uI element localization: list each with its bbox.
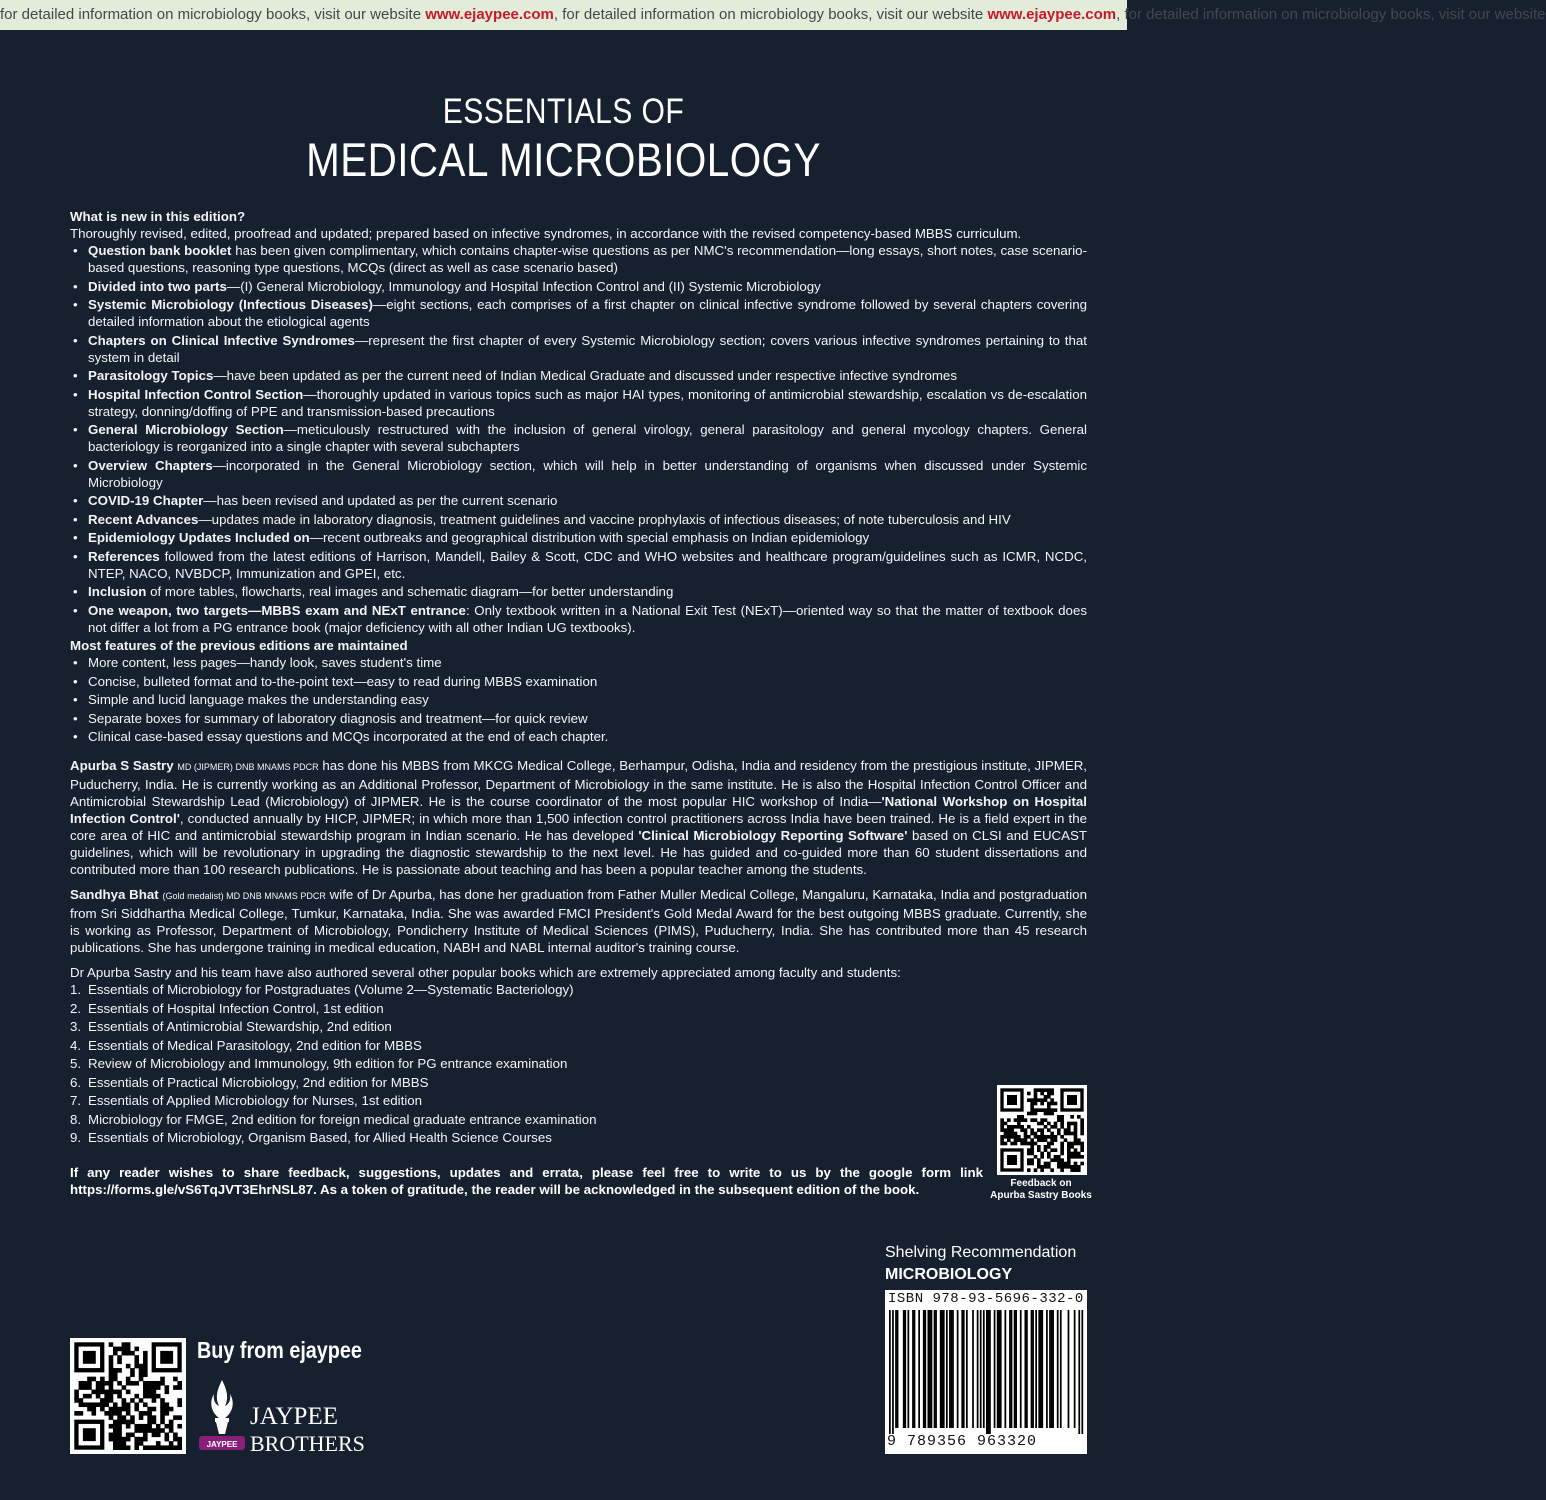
new-feature-item: • Divided into two parts—(I) General Microbiology, Immunology and Hospital Infection Control and (II) Systemic Microbiology: [70, 278, 1087, 295]
new-feature-item: • Recent Advances—updates made in laboratory diagnosis, treatment guidelines and vaccine prophylaxis of infectious diseases; of note tuberculosis and HIV: [70, 511, 1087, 528]
publisher-name-line2: BROTHERS: [250, 1431, 365, 1456]
previous-feature-item: • Concise, bulleted format and to-the-point text—easy to read during MBBS examination: [70, 673, 1087, 690]
new-feature-item: • Inclusion of more tables, flowcharts, real images and schematic diagram—for better understanding: [70, 583, 1087, 600]
new-edition-heading: What is new in this edition?: [70, 209, 246, 224]
other-books-intro: Dr Apurba Sastry and his team have also authored several other popular books which are extremely appreciated among faculty and students:: [70, 965, 901, 980]
book-item: 4. Essentials of Medical Parasitology, 2nd edition for MBBS: [70, 1037, 422, 1053]
book-item: 6. Essentials of Practical Microbiology, 2nd edition for MBBS: [70, 1074, 429, 1090]
barcode-number: 9 789356 963320: [887, 1433, 1038, 1450]
new-feature-item: • Hospital Infection Control Section—thoroughly updated in various topics such as major HAI types, monitoring of antimicrobial stewardship, escalation vs de-escalation strategy, donning/doffing of PPE and transmission-based precautions: [70, 386, 1087, 420]
buy-qr-code[interactable]: [70, 1338, 186, 1454]
isbn-text: ISBN 978-93-5696-332-0: [888, 1291, 1084, 1307]
buy-label: Buy from ejaypee: [197, 1337, 362, 1363]
feedback-qr-code[interactable]: [997, 1085, 1087, 1175]
book-title-line2: MEDICAL MICROBIOLOGY: [306, 133, 821, 186]
author-credentials: (Gold medalist) MD DNB MNAMS PDCR: [162, 891, 326, 901]
website-link-2[interactable]: www.ejaypee.com: [987, 6, 1117, 23]
book-item: 1. Essentials of Microbiology for Postgraduates (Volume 2—Systematic Bacteriology): [70, 982, 574, 997]
feedback-qr-caption: Feedback on Apurba Sastry Books: [990, 1178, 1092, 1201]
shelving-value: MICROBIOLOGY: [885, 1266, 1013, 1283]
new-feature-item: • Parasitology Topics—have been updated as per the current need of Indian Medical Graduate and discussed under respective infective syndromes: [70, 367, 1087, 384]
website-link[interactable]: www.ejaypee.com: [425, 6, 554, 23]
previous-feature-item: • More content, less pages—handy look, saves student's time: [70, 654, 1087, 671]
jaypee-badge-text: JAYPEE: [206, 1440, 238, 1449]
banner-text-1: for detailed information on microbiology books, visit our website www.ejaypee.com,: [0, 6, 563, 23]
new-edition-intro: Thoroughly revised, edited, proofread and updated; prepared based on infective syndromes, in accordance with the revised competency-based MBBS curriculum.: [70, 226, 1022, 241]
new-feature-item: • Chapters on Clinical Infective Syndromes—represent the first chapter of every Systemic Microbiology section; covers various infective syndromes pertaining to that system in detail: [70, 332, 1087, 366]
new-feature-item: • Epidemiology Updates Included on—recent outbreaks and geographical distribution with special emphasis on Indian epidemiology: [70, 529, 1087, 546]
author-name: Sandhya Bhat: [70, 887, 159, 902]
book-item: 2. Essentials of Hospital Infection Control, 1st edition: [70, 1000, 384, 1016]
previous-features-heading: Most features of the previous editions are maintained: [70, 638, 408, 653]
author-credentials: MD (JIPMER) DNB MNAMS PDCR: [177, 762, 319, 772]
new-feature-item: • Overview Chapters—incorporated in the General Microbiology section, which will help in better understanding of organisms when discussed under Systemic Microbiology: [70, 457, 1087, 491]
new-feature-item: • Systemic Microbiology (Infectious Diseases)—eight sections, each comprises of a first chapter on clinical infective syndrome followed by several chapters covering detailed information about the etiological agents: [70, 296, 1087, 330]
new-feature-item: • COVID-19 Chapter—has been revised and updated as per the current scenario: [70, 492, 1087, 509]
book-item: 9. Essentials of Microbiology, Organism Based, for Allied Health Science Courses: [70, 1130, 552, 1145]
new-features-list: [70, 242, 1087, 636]
book-item: 3. Essentials of Antimicrobial Stewardship, 2nd edition: [70, 1019, 392, 1034]
publisher-name-line1: JAYPEE: [250, 1403, 338, 1430]
previous-feature-item: • Clinical case-based essay questions and MCQs incorporated at the end of each chapter.: [70, 728, 1087, 745]
previous-features-list: [70, 654, 1087, 745]
book-item: 5. Review of Microbiology and Immunology, 9th edition for PG entrance examination: [70, 1056, 568, 1071]
other-books-list: [70, 981, 1087, 1146]
website-banner: [0, 0, 1546, 30]
author-name: Apurba S Sastry: [70, 758, 174, 773]
new-feature-item: • Question bank booklet has been given complimentary, which contains chapter-wise questions as per NMC's recommendation—long essays, short notes, case scenario-based questions, reasoning type questions, MCQs (direct as well as case scenario based): [70, 242, 1087, 276]
new-feature-item: • One weapon, two targets—MBBS exam and NExT entrance: Only textbook written in a National Exit Test (NExT)—oriented way so that the matter of textbook does not differ a lot from a PG entrance book (major deficiency with all other Indian UG textbooks).: [70, 602, 1087, 636]
new-feature-item: • References followed from the latest editions of Harrison, Mandell, Bailey & Scott, CDC and WHO websites and healthcare program/guidelines such as ICMR, NCDC, NTEP, NACO, NVBDCP, Immunization and GPEI, etc.: [70, 548, 1087, 582]
new-feature-item: • General Microbiology Section—meticulously restructured with the inclusion of general virology, general parasitology and general mycology chapters. General bacteriology is reorganized into a single chapter with several subchapters: [70, 421, 1087, 455]
back-cover-content: [70, 208, 1087, 1148]
jaypee-torch-logo-icon: [197, 1376, 247, 1454]
shelving-label: Shelving Recommendation: [885, 1244, 1077, 1261]
author-bio-sastry: Apurba S Sastry MD (JIPMER) DNB MNAMS PDCR has done his MBBS from MKCG Medical College, Berhampur, Odisha, India and residency from the prestigious institute, JIPMER, Puducherry, India. He is currently working as an Additional Professor, Department of Microbiology in the same institute. He is also the Hospital Infection Control Officer and Antimicrobial Stewardship Lead (Microbiology) of JIPMER. He is the course coordinator of the most popular HIC workshop of India—'National Workshop on Hospital Infection Control', conducted annually by HICP, JIPMER; in which more than 1,500 infection control practitioners across India have been trained. He is a field expert in the core area of HIC and antimicrobial stewardship program in Indian scenario. He has developed 'Clinical Microbiology Reporting Software' based on CLSI and EUCAST guidelines, which will be revolutionary in upgrading the diagnostic stewardship to the next level. He has guided and co-guided more than 60 student dissertations and contributed more than 100 research publications. He is passionate about teaching and has been a popular teacher among the students.: [70, 758, 1088, 877]
feedback-note: If any reader wishes to share feedback, suggestions, updates and errata, please feel free to write to us by the google form link https://forms.gle/vS6TqJVT3EhrNSL87. As a token of gratitude, the reader will be acknowledged in the subsequent edition of the book.: [70, 1165, 983, 1197]
barcode-bars: [889, 1310, 1083, 1430]
banner-text-2: for detailed information on microbiology books, visit our website www.ejaypee.com,: [562, 6, 1125, 23]
isbn-barcode: [885, 1290, 1087, 1454]
book-title-line1: ESSENTIALS OF: [442, 92, 685, 131]
previous-feature-item: • Simple and lucid language makes the understanding easy: [70, 691, 1087, 708]
previous-feature-item: • Separate boxes for summary of laboratory diagnosis and treatment—for quick review: [70, 710, 1087, 727]
banner-text-3: for detailed information on microbiology books, visit our website: [1124, 6, 1546, 23]
book-item: 8. Microbiology for FMGE, 2nd edition for foreign medical graduate entrance examination: [70, 1111, 597, 1127]
author-bio-bhat: Sandhya Bhat (Gold medalist) MD DNB MNAMS PDCR wife of Dr Apurba, has done her graduation from Father Muller Medical College, Mangaluru, Karnataka, India and postgraduation from Sri Siddhartha Medical College, Tumkur, Karnataka, India. She was awarded FMCI President's Gold Medal Award for the best outgoing MBBS graduate. Currently, she is working as Professor, Department of Microbiology, Pondicherry Institute of Medical Sciences (PIMS), Puducherry, India. She has contributed more than 45 research publications. She has undergone training in medical education, NABH and NABL internal auditor's training course.: [70, 887, 1087, 955]
book-item: 7. Essentials of Applied Microbiology for Nurses, 1st edition: [70, 1093, 423, 1108]
